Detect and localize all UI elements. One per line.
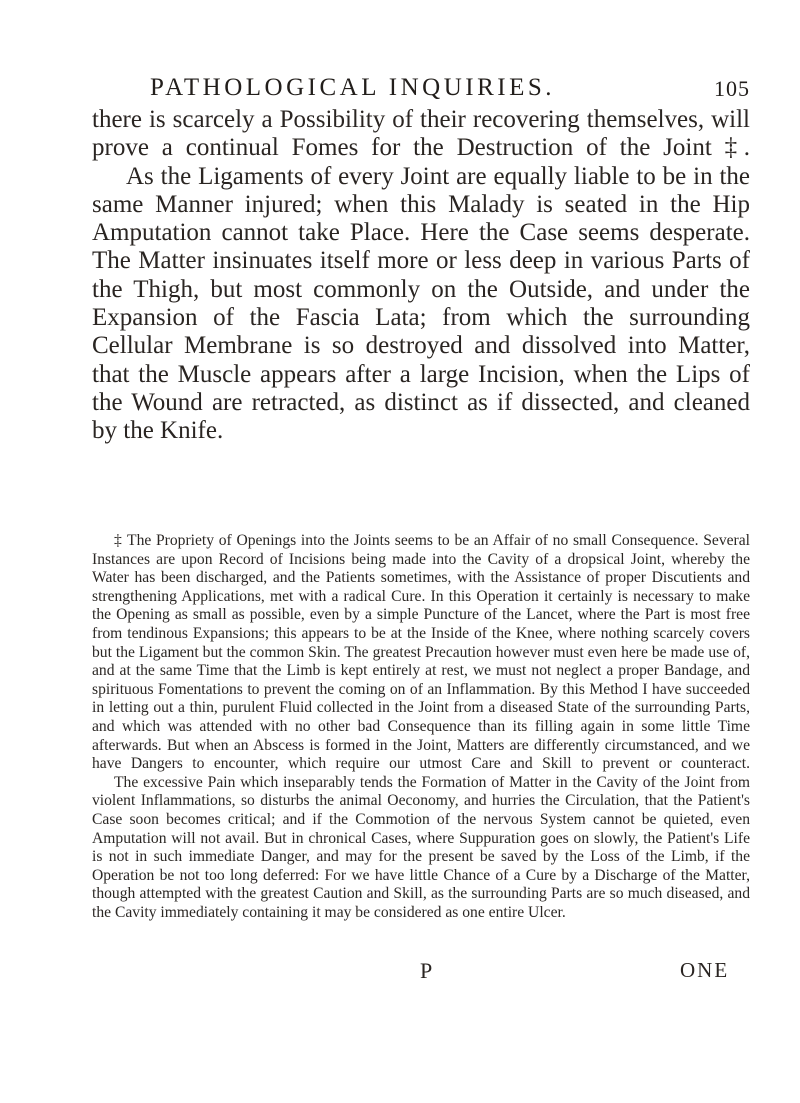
body-paragraph: As the Ligaments of every Joint are equally liable to be in the same Manner injured; when this Malady is seated in the Hip Amputation cannot take Place. Here the Case seems desperate. The Matter insinuates itself more or less deep in various Parts of the Thigh, but most commonly on the Outside, and under the Expansion of the Fascia Lata; from which the surrounding Cellular Membrane is so destroyed and dissolved into Matter, that the Muscle appears after a large Incision, when the Lips of the Wound are retracted, as distinct as if dissected, and cleaned by the Knife. [92, 162, 750, 445]
footnote-paragraph: ‡ The Propriety of Openings into the Joints seems to be an Affair of no small Consequence. Several Instances are upon Record of Incisions being made into the Cavity of a dropsical Joint, whereby the Water has been discharged, and the Patients sometimes, with the Assistance of proper Discutients and strengthening Applications, met with a radical Cure. In this Operation it certainly is necessary to make the Opening as small as possible, even by a simple Puncture of the Lancet, where the Part is most free from tendinous Expansions; this appears to be at the Inside of the Knee, where nothing scarcely covers but the Ligament but the common Skin. The greatest Precaution however must even here be made use of, and at the same Time that the Limb is kept entirely at rest, we must not neglect a proper Bandage, and spirituous Fomentations to prevent the coming on of an Inflammation. By this Method I have succeeded in letting out a thin, purulent Fluid collected in the Joint from a diseased State of the surrounding Parts, and which was attended with no other bad Consequence than its filling again in some little Time afterwards. But when an Abscess is formed in the Joint, Matters are differently circumstanced, and we have Dangers to encounter, which require our utmost Care and Skill to prevent or counteract. [92, 532, 750, 773]
page-number: 105 [714, 76, 750, 101]
running-title: PATHOLOGICAL INQUIRIES. [150, 74, 556, 101]
catchword: ONE [680, 958, 730, 982]
footnote-paragraph: The excessive Pain which inseparably tends the Formation of Matter in the Cavity of the Joint from violent Inflammations, so disturbs the animal Oeconomy, and hurries the Circulation, that the Patient's Case soon becomes critical; and if the Commotion of the nervous System cannot be quieted, even Amputation will not avail. But in chronical Cases, where Suppuration goes on slowly, the Patient's Life is not in such immediate Danger, and may for the present be saved by the Loss of the Limb, if the Operation be not too long deferred: For we have little Chance of a Cure by a Discharge of the Matter, though attempted with the greatest Caution and Skill, as the surrounding Parts are so much diseased, and the Cavity immediately containing it may be considered as one entire Ulcer. [92, 773, 750, 921]
body-paragraph: there is scarcely a Possibility of their recovering themselves, will prove a continual Fomes for the Destruction of the Joint ‡. [92, 106, 750, 162]
main-text [92, 106, 750, 446]
footnote [92, 532, 750, 922]
signature-mark: P [420, 958, 433, 983]
